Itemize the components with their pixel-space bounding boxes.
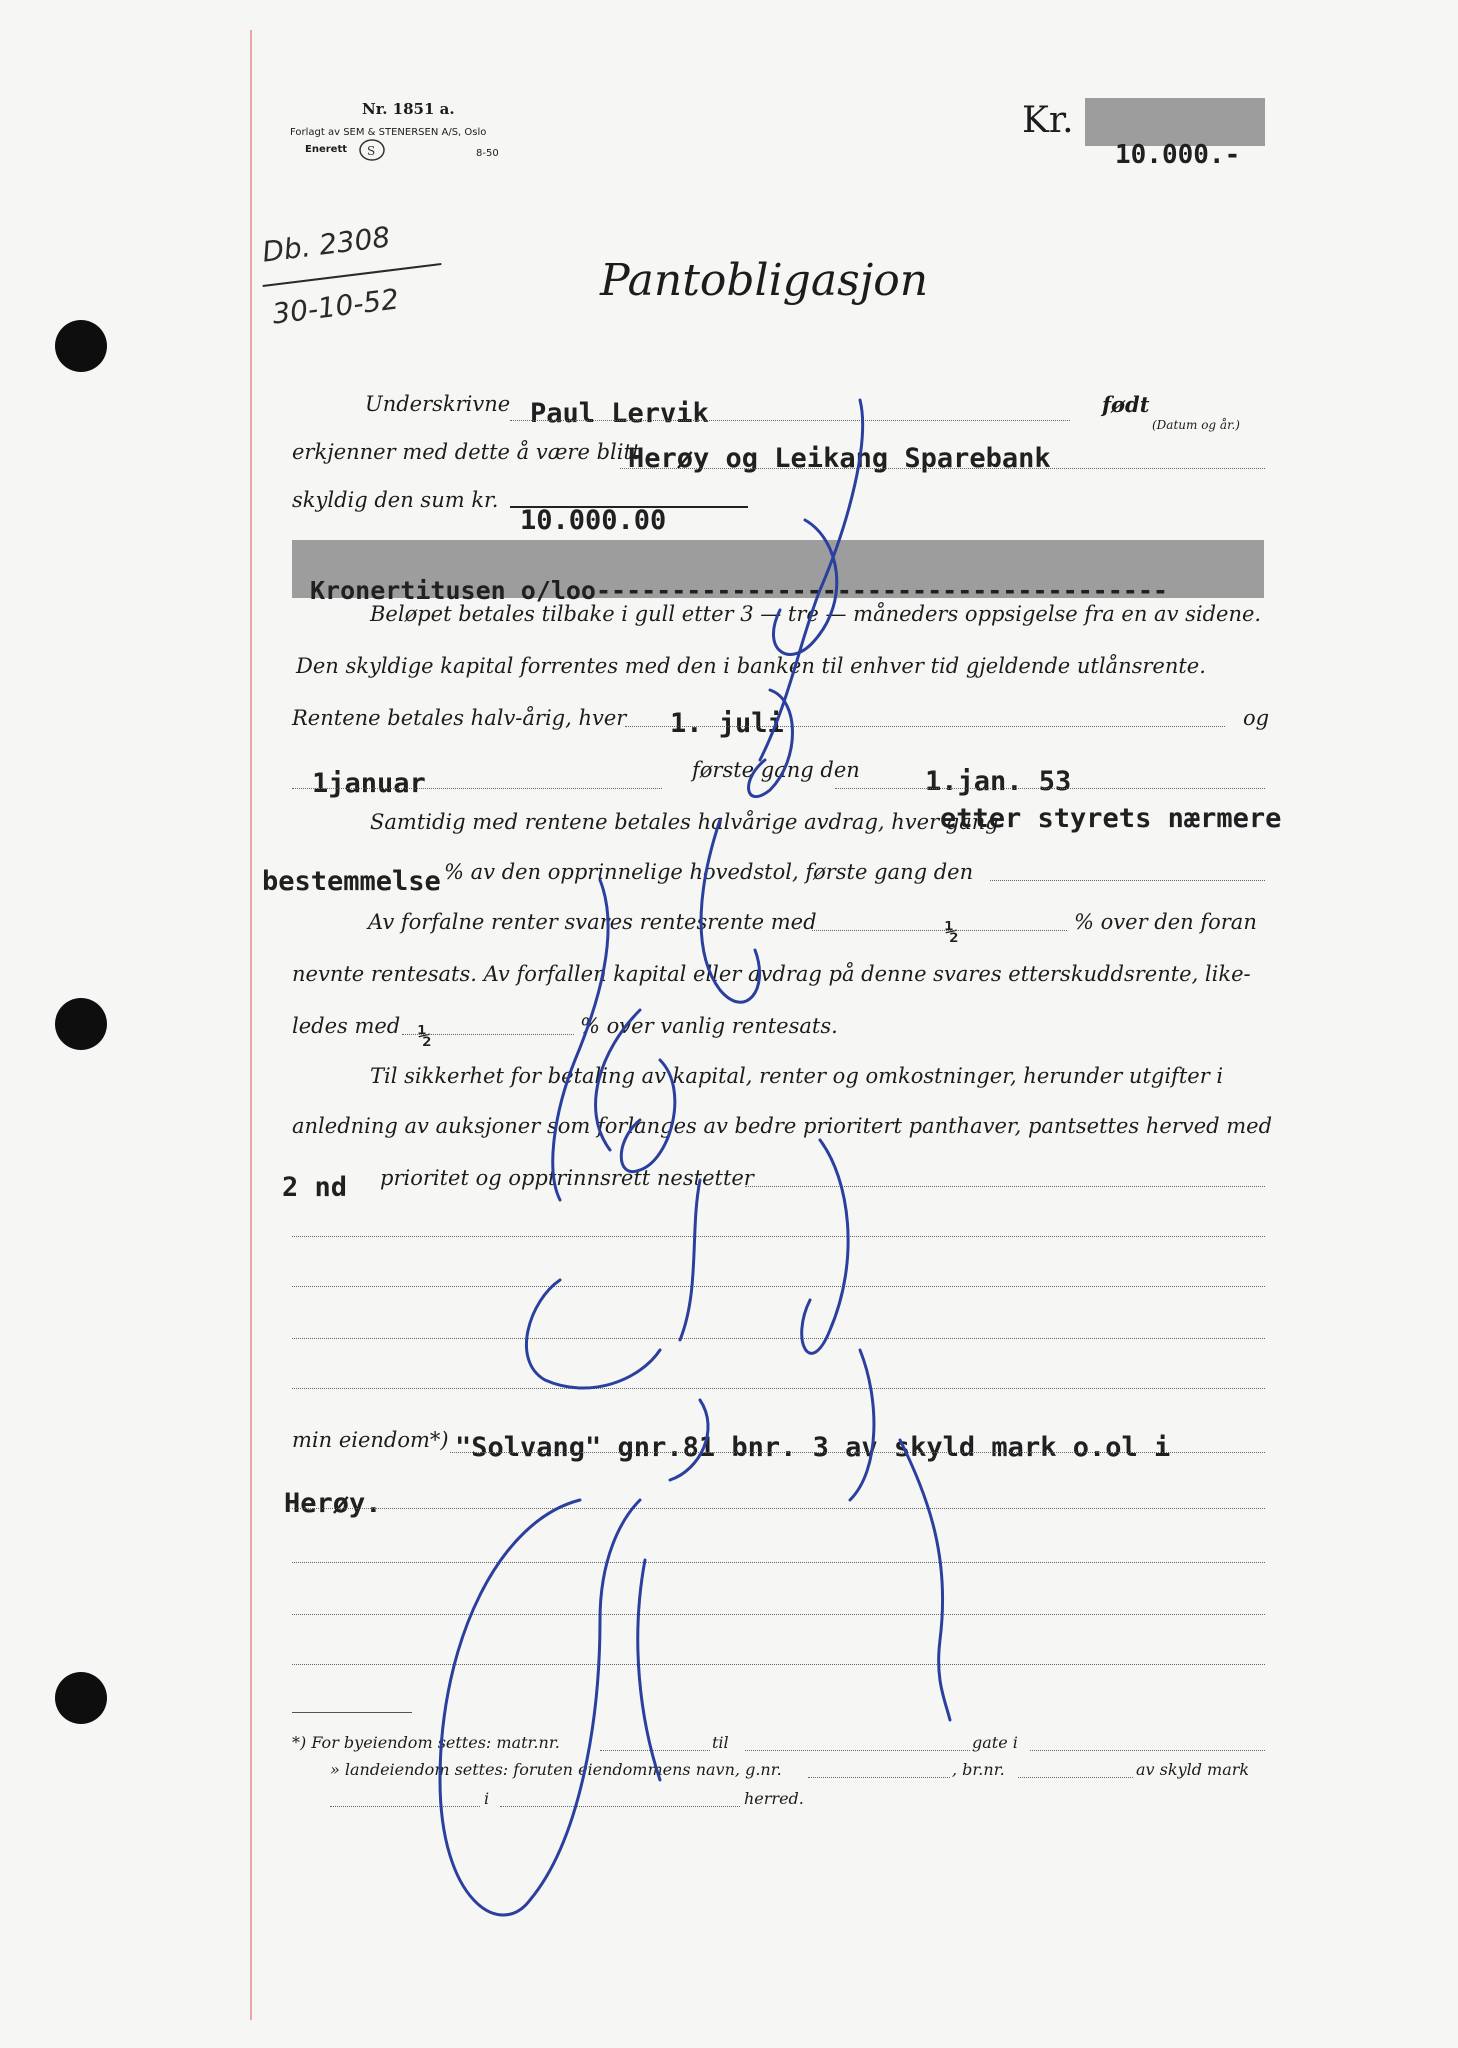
handwritten-ref-1: Db. 2308: [260, 220, 392, 269]
undersigned-label: Underskrivne: [365, 392, 511, 416]
creditor-name: Herøy og Leikang Sparebank: [628, 443, 1051, 474]
handwritten-ref-2: 30-10-52: [270, 282, 401, 331]
security-text-1: Til sikkerhet for betaling av kapital, renter og omkostninger, herunder utgifter i: [370, 1064, 1224, 1088]
property-label: min eiendom*): [292, 1428, 449, 1452]
edition: 8-50: [476, 148, 499, 159]
born-hint: (Datum og år.): [1152, 418, 1240, 432]
form-number: Nr. 1851 a.: [362, 100, 455, 118]
footnote-2c: av skyld mark: [1136, 1760, 1250, 1779]
security-text-2: anledning av auksjoner som forlanges av bedre prioritert panthaver, pantsettes herved med: [292, 1114, 1273, 1138]
late-rate-suffix: % over den foran: [1074, 910, 1257, 934]
installments-text: Samtidig med rentene betales halvårige avdrag, hver gang: [370, 810, 999, 834]
acknowledge-text: erkjenner med dette å være blitt: [292, 440, 641, 464]
footnote-3a: i: [484, 1789, 490, 1808]
late-text-3b: % over vanlig rentesats.: [580, 1014, 838, 1038]
property-typed-2: Herøy.: [284, 1488, 382, 1519]
footnote-3b: herred.: [744, 1789, 804, 1808]
first-time-label: første gang den: [692, 758, 860, 782]
installment-text-2: % av den opprinnelige hovedstol, første gang den: [444, 860, 974, 884]
interest-date-2: 1januar: [312, 768, 426, 799]
installment-typed-1: etter styrets nærmere: [940, 803, 1282, 834]
late-interest-text: Av forfalne renter svares rentesrente med: [368, 910, 817, 934]
debt-label: skyldig den sum kr.: [292, 488, 499, 512]
footnote-1b: til: [712, 1733, 729, 1752]
amount-label: Kr.: [1022, 100, 1074, 141]
born-label: født: [1102, 392, 1150, 417]
priority-text: prioritet og opptrinnsrett nestetter: [380, 1166, 754, 1190]
amount-words: Kronertitusen o/loo--------------------------------------: [310, 576, 1168, 605]
and-label: og: [1243, 706, 1270, 730]
debt-amount: 10.000.00: [520, 505, 667, 536]
installment-typed-2: bestemmelse: [262, 866, 441, 897]
interest-date-1: 1. juli: [670, 708, 784, 739]
repayment-text: Beløpet betales tilbake i gull etter 3 — tre — måneders oppsigelse fra en av sidene.: [370, 602, 1262, 626]
interest-text: Den skyldige kapital forrentes med den i banken til enhver tid gjeldende utlånsrente.: [296, 654, 1206, 678]
priority-typed: 2 nd: [282, 1172, 348, 1203]
amount-value: 10.000.-: [1115, 140, 1241, 170]
footnote-2a: » landeiendom settes: foruten eiendommens navn, g.nr.: [330, 1760, 782, 1779]
property-typed-1: "Solvang" gnr.81 bnr. 3 av skyld mark o.ol i: [455, 1432, 1171, 1463]
footnote-1c: gate i: [972, 1733, 1018, 1752]
first-date: 1.jan. 53: [925, 766, 1072, 797]
undersigned-name: Paul Lervik: [530, 398, 709, 429]
document-title: Pantobligasjon: [600, 255, 929, 306]
publisher: Forlagt av SEM & STENERSEN A/S, Oslo: [290, 127, 487, 138]
footnote-2b: , br.nr.: [952, 1760, 1005, 1779]
interest-paid-label: Rentene betales halv-årig, hver: [292, 706, 627, 730]
late-text-2: nevnte rentesats. Av forfallen kapital eller avdrag på denne svares etterskuddsrente, like-: [292, 962, 1251, 986]
copyright: Enerett: [305, 144, 348, 155]
late-rate-2: ½: [418, 1024, 432, 1049]
late-text-3a: ledes med: [292, 1014, 401, 1038]
footnote-1a: *) For byeiendom settes: matr.nr.: [292, 1733, 560, 1752]
late-rate: ½: [945, 920, 959, 945]
svg-text:S: S: [367, 144, 376, 158]
